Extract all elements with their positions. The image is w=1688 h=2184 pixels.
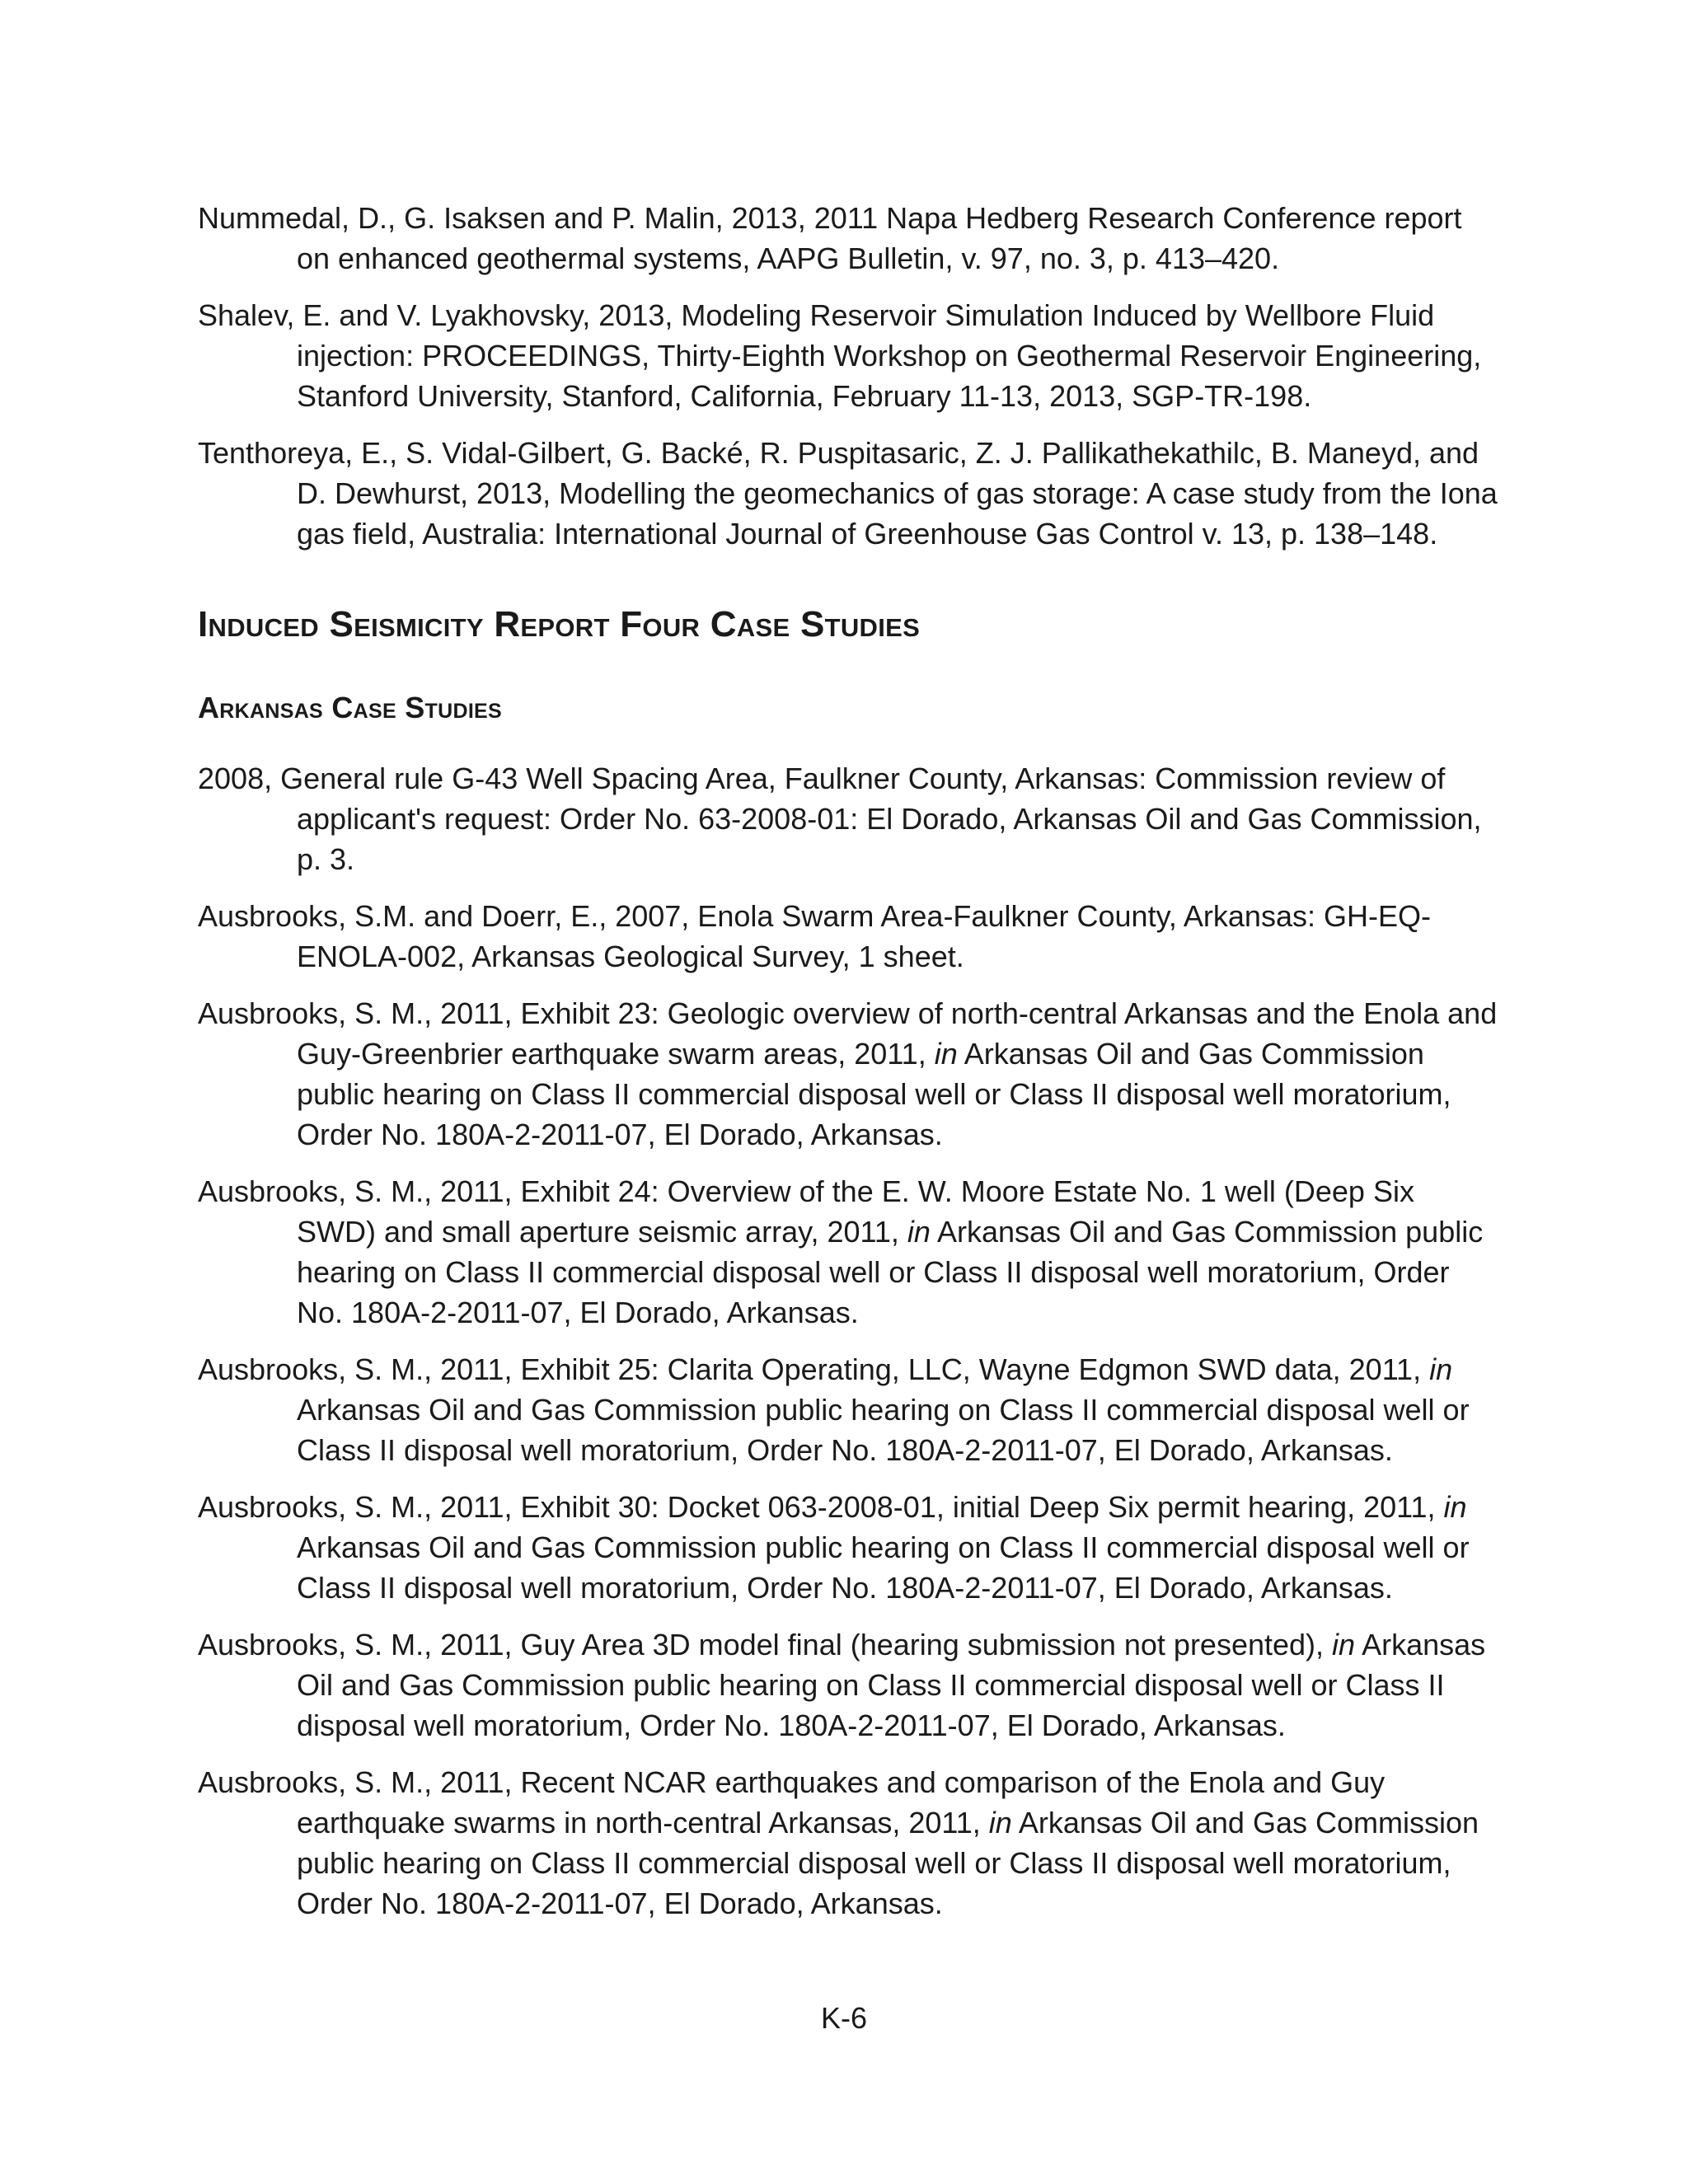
reference-entry: Ausbrooks, S. M., 2011, Exhibit 25: Clarita Operating, LLC, Wayne Edgmon SWD data, 2011, in Arkansas Oil and Gas Commission public hearing on Class II commercial disposal well or Class II disposal well moratorium, Order No. 180A-2-2011-07, El Dorado, Arkansas.: [198, 1352, 1470, 1467]
reference-entry: 2008, General rule G-43 Well Spacing Area, Faulkner County, Arkansas: Commission review of applicant's request: Order No. 63-2008-01: El Dorado, Arkansas Oil and Gas Commission, p. 3.: [198, 762, 1482, 876]
reference-list-arkansas: [198, 758, 1500, 1924]
reference-entry: Ausbrooks, S. M., 2011, Exhibit 24: Overview of the E. W. Moore Estate No. 1 well (Deep Six SWD) and small aperture seismic array, 2011, in Arkansas Oil and Gas Commission public hearing on Class II commercial disposal well or Class II disposal well moratorium, Order No. 180A-2-2011-07, El Dorado, Arkansas.: [198, 1174, 1484, 1329]
reference-entry: Ausbrooks, S. M., 2011, Exhibit 23: Geologic overview of north-central Arkansas and the Enola and Guy-Greenbrier earthquake swarm areas, 2011, in Arkansas Oil and Gas Commission public hearing on Class II commercial disposal well or Class II disposal well moratorium, Order No. 180A-2-2011-07, El Dorado, Arkansas.: [198, 996, 1498, 1151]
reference-entry: Tenthoreya, E., S. Vidal-Gilbert, G. Backé, R. Puspitasaric, Z. J. Pallikathekathilc, B. Maneyd, and D. Dewhurst, 2013, Modelling the geomechanics of gas storage: A case study from the Iona gas field, Australia: International Journal of Greenhouse Gas Control v. 13, p. 138–148.: [198, 436, 1498, 551]
reference-entry: Ausbrooks, S. M., 2011, Recent NCAR earthquakes and comparison of the Enola and Guy earthquake swarms in north-central Arkansas, 2011, in Arkansas Oil and Gas Commission public hearing on Class II commercial disposal well or Class II disposal well moratorium, Order No. 180A-2-2011-07, El Dorado, Arkansas.: [198, 1765, 1479, 1920]
reference-entry: Ausbrooks, S.M. and Doerr, E., 2007, Enola Swarm Area-Faulkner County, Arkansas: GH-EQ-ENOLA-002, Arkansas Geological Survey, 1 sheet.: [198, 899, 1431, 973]
reference-entry: Ausbrooks, S. M., 2011, Guy Area 3D model final (hearing submission not presented), in Arkansas Oil and Gas Commission public hearing on Class II commercial disposal well or Class II disposal well moratorium, Order No. 180A-2-2011-07, El Dorado, Arkansas.: [198, 1628, 1486, 1742]
reference-entry: Shalev, E. and V. Lyakhovsky, 2013, Modeling Reservoir Simulation Induced by Wellbore Fluid injection: PROCEEDINGS, Thirty-Eighth Workshop on Geothermal Reservoir Engineering, Stanford University, Stanford, California, February 11-13, 2013, SGP-TR-198.: [198, 298, 1482, 413]
document-page: [198, 198, 1500, 1940]
reference-list-top: [198, 198, 1500, 554]
reference-entry: Ausbrooks, S. M., 2011, Exhibit 30: Docket 063-2008-01, initial Deep Six permit hearing, 2011, in Arkansas Oil and Gas Commission public hearing on Class II commercial disposal well or Class II disposal well moratorium, Order No. 180A-2-2011-07, El Dorado, Arkansas.: [198, 1490, 1470, 1605]
section-heading: Induced Seismicity Report Four Case Studies: [198, 604, 921, 644]
sub-heading: Arkansas Case Studies: [198, 691, 503, 724]
reference-entry: Nummedal, D., G. Isaksen and P. Malin, 2013, 2011 Napa Hedberg Research Conference report on enhanced geothermal systems, AAPG Bulletin, v. 97, no. 3, p. 413–420.: [198, 201, 1462, 275]
page-number: K-6: [820, 2001, 868, 2035]
